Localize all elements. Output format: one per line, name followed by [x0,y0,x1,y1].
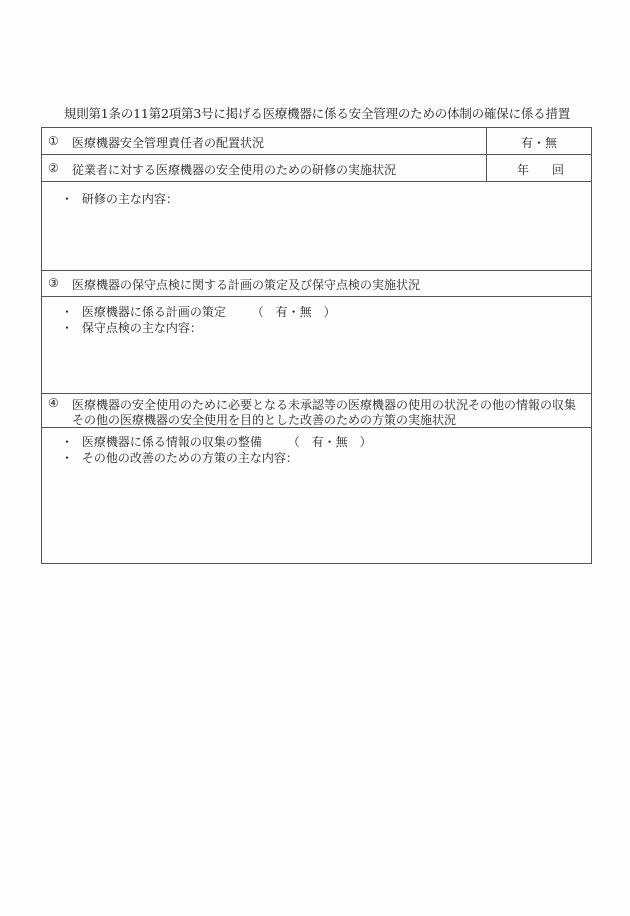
row-number: ① [48,134,59,148]
list-item [56,319,202,336]
information-collection-label: 医療機器に係る情報の収集の整備 [81,435,262,449]
training-content-field[interactable] [42,182,591,271]
bullet-icon: ・ [60,192,73,206]
list-item [56,433,372,450]
maintenance-content-field[interactable] [42,297,591,394]
row-label-line1: 医療機器の安全使用のために必要となる未承認等の医療機器の使用の状況その他の情報の収集 [72,398,577,412]
row-training-status [42,155,591,182]
list-item [56,190,178,207]
row-label: 医療機器安全管理責任者の配置状況 [72,136,265,150]
year-label: 年 [517,163,530,177]
training-frequency-field[interactable] [486,155,591,181]
row-label-line2: その他の医療機器の安全使用を目的とした改善のための方策の実施状況 [72,413,457,427]
information-collection-choice[interactable]: （ 有・無 ） [287,435,372,449]
improvement-content-label: その他の改善のための方策の主な内容： [81,451,298,465]
presence-choice-field[interactable] [486,128,591,154]
list-item [56,303,336,320]
information-content-field[interactable] [42,428,591,564]
section-information-header [42,394,591,428]
plan-choice[interactable]: （ 有・無 ） [251,305,336,319]
row-number: ④ [48,396,59,410]
times-label: 回 [552,163,565,177]
maintenance-content-label: 保守点検の主な内容： [81,321,202,335]
row-label: 従業者に対する医療機器の安全使用のための研修の実施状況 [72,163,397,177]
bullet-icon: ・ [60,305,73,319]
presence-choice: 有・無 [520,136,557,150]
training-content-label: 研修の主な内容： [81,192,178,206]
row-safety-manager [42,128,591,155]
list-item [56,449,298,466]
row-number: ③ [48,276,59,290]
document-title: 規則第1条の11第2項第3号に掲げる医療機器に係る安全管理のための体制の確保に係る措置 [63,106,571,121]
bullet-icon: ・ [60,321,73,335]
bullet-icon: ・ [60,451,73,465]
bullet-icon: ・ [60,435,73,449]
row-label: 医療機器の保守点検に関する計画の策定及び保守点検の実施状況 [72,278,421,292]
plan-label: 医療機器に係る計画の策定 [81,305,226,319]
safety-measures-table [41,127,592,564]
section-maintenance-header [42,271,591,297]
row-number: ② [48,161,59,175]
